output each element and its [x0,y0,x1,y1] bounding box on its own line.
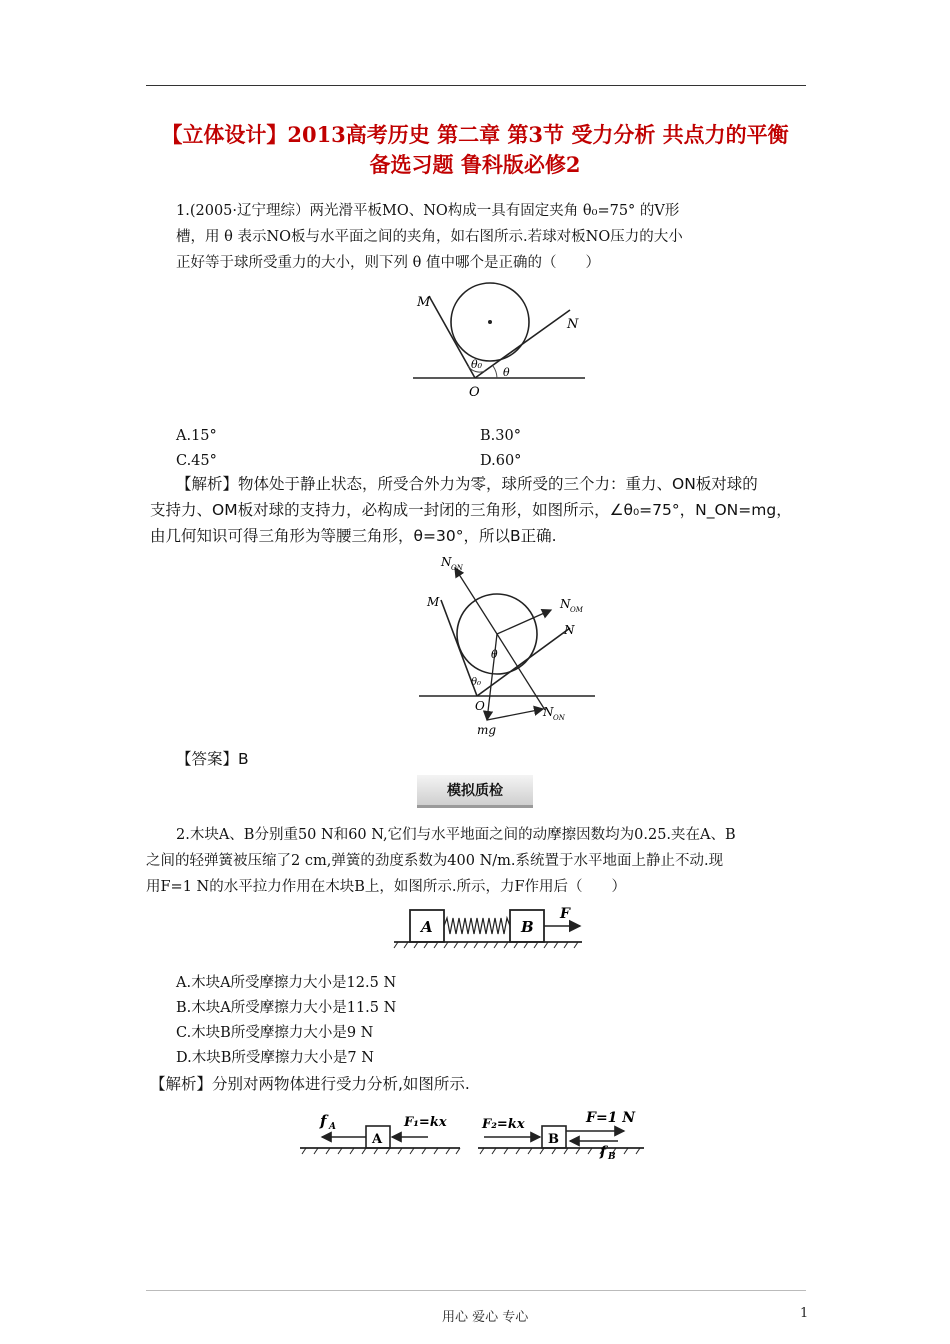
q1-fig-label-m: M [417,295,431,310]
q2-fig2-force-f: F=1 N [586,1110,636,1126]
q2-fig-force-f: F [560,906,570,922]
q2-fig-block-b: B [521,918,534,936]
q1-analysis-line2: 支持力、OM板对球的支持力，必构成一封闭的三角形，如图所示，∠θ₀=75°，N_ON=mg， [150,501,792,519]
q2-spring-blocks-figure [392,900,592,950]
q2-stem-line2: 之间的轻弹簧被压缩了2 cm,弹簧的劲度系数为400 N/m.系统置于水平地面上静止不动.现 [146,853,724,869]
q1-fig-label-theta: θ [503,366,510,379]
q2-option-d: D.木块B所受摩擦力大小是7 N [176,1050,374,1066]
q2-fig2-fa-sub: A [329,1122,336,1132]
q1-force-triangle-figure [415,552,605,742]
header-rule [146,85,806,86]
q1-fig-label-theta0: θ₀ [471,358,483,371]
q1-fig2-label-mg: mg [477,723,497,737]
q1-fig2-label-theta0: θ₀ [471,677,482,688]
q1-stem-line3: 正好等于球所受重力的大小，则下列 θ 值中哪个是正确的（ ） [176,255,600,271]
q2-fig2-block-a: A [372,1132,383,1147]
q1-stem-line2: 槽，用 θ 表示NO板与水平面之间的夹角，如右图所示.若球对板NO压力的大小 [176,229,683,245]
q1-fig2-label-o: O [475,699,485,713]
q2-option-a: A.木块A所受摩擦力大小是12.5 N [176,975,397,991]
q2-fig-block-a: A [421,918,433,936]
q1-option-c: C.45° [176,453,217,469]
doc-title-line1: 【立体设计】2013高考历史 第二章 第3节 受力分析 共点力的平衡 [161,122,789,147]
doc-title-line2: 备选习题 鲁科版必修2 [369,152,581,177]
q2-free-body-figure [298,1104,648,1164]
q1-fig2-label-nom-sub: OM [570,606,583,614]
q2-option-c: C.木块B所受摩擦力大小是9 N [176,1025,374,1041]
q1-fig-label-n: N [567,317,579,332]
q1-fig2-label-nom: N [560,597,571,611]
q1-fig2-label-non-top: N [441,555,452,569]
q1-answer: 【答案】B [176,750,249,768]
q2-option-b: B.木块A所受摩擦力大小是11.5 N [176,1000,397,1016]
footer-center-text: 用心 爱心 专心 [442,1310,529,1325]
q1-fig2-label-n: N [564,623,575,637]
q1-analysis-line1: 【解析】物体处于静止状态，所受合外力为零，球所受的三个力：重力、ON板对球的 [176,475,758,493]
q2-fig2-block-b: B [548,1132,559,1147]
section-banner-label: 模拟质检 [447,783,503,799]
q1-analysis-line3: 由几何知识可得三角形为等腰三角形，θ=30°，所以B正确. [150,527,557,545]
section-banner [417,775,533,808]
q1-fig2-label-theta: θ [491,648,498,661]
footer-rule [146,1290,806,1291]
q1-fig2-label-non-top-sub: ON [451,564,463,572]
q2-fig2-fa: f [320,1112,327,1130]
q1-option-a: A.15° [176,428,217,444]
q1-stem-line1: 1.(2005·辽宁理综）两光滑平板MO、NO构成一具有固定夹角 θ₀=75° 的V形 [176,203,680,219]
q1-fig-label-o: O [469,385,480,400]
page-number: 1 [800,1306,809,1321]
q2-fig2-f1: F₁=kx [404,1115,447,1130]
q2-stem-line3: 用F=1 N的水平拉力作用在木块B上，如图所示.所示，力F作用后（ ） [146,879,627,895]
q1-v-groove-figure [405,280,595,402]
q2-fig2-fb-sub: B [608,1152,616,1162]
q2-stem-line1: 2.木块A、B分别重50 N和60 N,它们与水平地面之间的动摩擦因数均为0.25.夹在A、B [176,827,736,843]
q1-fig2-label-non-bottom: N [543,705,554,719]
q1-option-b: B.30° [480,428,521,444]
q1-fig2-label-non-bottom-sub: ON [553,714,565,722]
q2-analysis: 【解析】分别对两物体进行受力分析,如图所示. [150,1075,470,1093]
q2-fig2-fb: f [600,1144,607,1160]
q2-fig2-f2: F₂=kx [482,1117,525,1132]
q1-option-d: D.60° [480,453,522,469]
q1-fig2-label-m: M [427,595,440,609]
